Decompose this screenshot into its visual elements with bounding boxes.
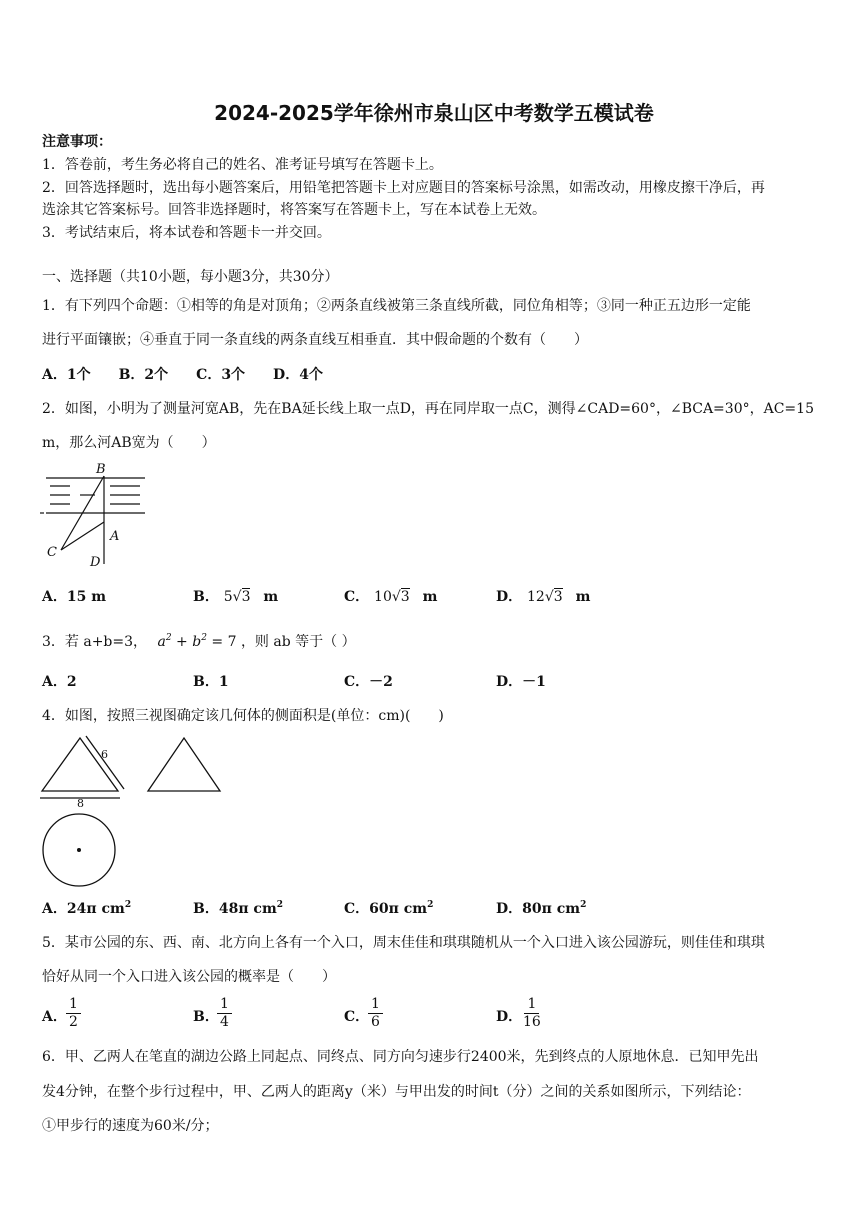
q4-option-b [193, 900, 283, 918]
q5-option-c-fraction [368, 996, 383, 1031]
q2-option-d-radicand: 3 [553, 589, 563, 605]
q2-option-c: C． 10√3 m [344, 589, 438, 605]
q2-line-1: 2．如图，小明为了测量河宽AB，先在BA延长线上取一点D，再在同岸取一点C，测得∠CAD=60°，∠BCA=30°，AC=15 [42, 401, 814, 417]
q5-option-b-numerator: 1 [217, 996, 232, 1014]
q2-option-b-prefix: B． [193, 589, 219, 605]
q4-option-b-text: B．48π cm [193, 901, 277, 917]
q4-base-label: 8 [77, 797, 84, 810]
q2-label-b: B [96, 462, 106, 477]
notice-item-2-line-2: 选涂其它答案标号。回答非选择题时，将答案写在答题卡上，写在本试卷上无效。 [42, 202, 546, 218]
q3-option-d: D．－1 [496, 674, 546, 690]
q2-option-a: A．15 m [42, 589, 107, 605]
q4-option-c-sup: 2 [427, 900, 434, 910]
notice-heading: 注意事项： [42, 134, 112, 150]
q2-label-c: C [47, 545, 57, 560]
q2-label-a: A [110, 529, 120, 544]
q3-eq-a: a [157, 634, 166, 650]
q3-eq-exp-b: 2 [201, 633, 207, 643]
notice-item-1: 1．答卷前，考生务必将自己的姓名、准考证号填写在答题卡上。 [42, 157, 443, 173]
q5-option-d-label: D． [496, 1009, 523, 1025]
q5-line-1: 5．某市公园的东、西、南、北方向上各有一个入口，周末佳佳和琪琪随机从一个入口进入该公园游玩，则佳佳和琪琪 [42, 935, 765, 951]
q3-equation [158, 634, 237, 650]
q4-option-a-text: A．24π cm [42, 901, 125, 917]
q2-option-b-radicand: 3 [241, 589, 251, 605]
q5-line-2: 恰好从同一个入口进入该公园的概率是（ ） [42, 969, 336, 985]
q3-eq-exp-a: 2 [165, 633, 172, 643]
q2-option-d-prefix: D． [496, 589, 523, 605]
q5-option-d-numerator: 1 [524, 996, 539, 1014]
q6-line-1: 6．甲、乙两人在笔直的湖边公路上同起点、同终点、同方向匀速步行2400米，先到终点的人原地休息．已知甲先出 [42, 1049, 759, 1065]
q4-three-views-figure [38, 736, 228, 886]
q2-option-c-unit: m [422, 589, 438, 605]
q3-option-a: A．2 [42, 674, 77, 690]
q5-option-a-numerator: 1 [66, 996, 81, 1014]
q5-option-d-fraction [520, 996, 544, 1031]
q4-option-a-sup: 2 [124, 900, 132, 910]
q6-line-3: ①甲步行的速度为60米/分； [42, 1118, 219, 1134]
section-heading: 一、选择题（共10小题，每小题3分，共30分） [42, 269, 339, 285]
q1-line-2: 进行平面镶嵌；④垂直于同一条直线的两条直线互相垂直．其中假命题的个数有（ ） [42, 332, 588, 348]
q2-option-c-coef: 10 [374, 589, 392, 605]
q2-river-figure [40, 460, 152, 568]
q3-eq-plus: + [171, 634, 193, 650]
q4-side-label: 6 [101, 748, 108, 761]
q5-option-c-numerator: 1 [368, 996, 383, 1014]
q3-eq-b: b [192, 634, 202, 650]
q2-option-b: B． 5√3 m [193, 589, 279, 605]
q4-option-d-sup: 2 [580, 900, 587, 910]
q2-option-c-prefix: C． [344, 589, 370, 605]
q5-option-b-label: B． [193, 1009, 219, 1025]
notice-item-3: 3．考试结束后，将本试卷和答题卡一并交回。 [42, 225, 331, 241]
q5-option-c-denominator: 6 [371, 1014, 380, 1030]
q3-eq-rhs: = 7 [206, 634, 237, 650]
q3-option-b: B．1 [193, 674, 229, 690]
q3-line [42, 633, 356, 651]
q2-line-2: m，那么河AB宽为（ ） [42, 435, 216, 451]
q1-options: A．1个 B．2个 C．3个 D．4个 [42, 367, 323, 383]
q5-option-c-label: C． [344, 1009, 370, 1025]
q4-option-d [496, 900, 586, 918]
q6-line-2: 发4分钟，在整个步行过程中，甲、乙两人的距离y（米）与甲出发的时间t（分）之间的关系如图所示，下列结论： [42, 1084, 751, 1100]
q2-option-c-radicand: 3 [400, 589, 410, 605]
q5-option-b-fraction [217, 996, 232, 1031]
q5-option-a-fraction [66, 996, 81, 1031]
q4-option-c-text: C．60π cm [344, 901, 428, 917]
q5-option-a-label: A． [42, 1009, 67, 1025]
q2-option-d: D． 12√3 m [496, 589, 591, 605]
q3-text-b: ，则 ab 等于（ ） [240, 634, 356, 650]
q2-label-d: D [90, 555, 101, 570]
q2-option-d-unit: m [575, 589, 591, 605]
page-title: 2024-2025学年徐州市泉山区中考数学五模试卷 [214, 101, 654, 125]
notice-item-2-line-1: 2．回答选择题时，选出每小题答案后，用铅笔把答题卡上对应题目的答案标号涂黑，如需改动，用橡皮擦干净后，再 [42, 180, 765, 196]
q3-text-a: 3．若 a+b=3， [42, 634, 148, 650]
q2-option-b-unit: m [263, 589, 279, 605]
q2-option-b-coef: 5 [223, 589, 233, 605]
q4-option-c [344, 900, 433, 918]
q4-option-a [42, 900, 131, 918]
q4-option-b-sup: 2 [276, 900, 284, 910]
q2-option-d-coef: 12 [527, 589, 545, 605]
q4-option-d-text: D．80π cm [496, 901, 581, 917]
q4-line-1: 4．如图，按照三视图确定该几何体的侧面积是(单位：cm)( ) [42, 708, 444, 724]
q1-line-1: 1．有下列四个命题：①相等的角是对顶角；②两条直线被第三条直线所截，同位角相等；③同一种正五边形一定能 [42, 298, 751, 314]
q3-option-c: C．－2 [344, 674, 393, 690]
q5-option-a-denominator: 2 [69, 1014, 78, 1030]
q5-option-d-denominator: 16 [523, 1014, 541, 1030]
q5-option-b-denominator: 4 [220, 1014, 229, 1030]
